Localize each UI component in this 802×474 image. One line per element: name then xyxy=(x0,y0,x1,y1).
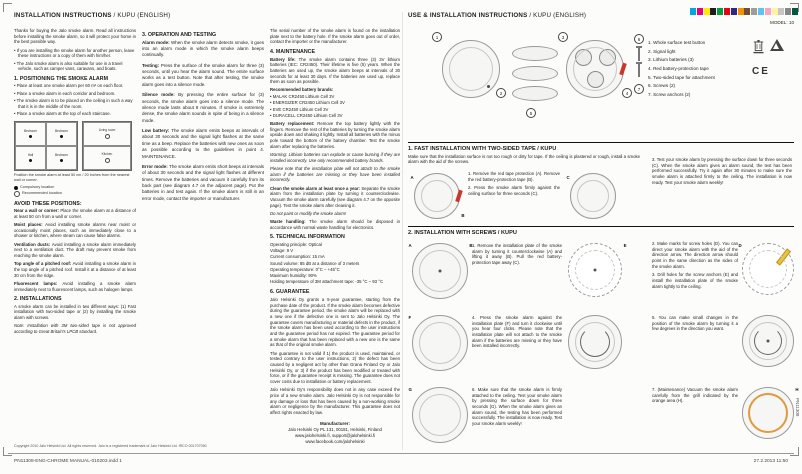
screw-step-4: 4. Press the smoke alarm against the installation plate (F) and turn it clockwise until you hear four clicks. Please note that the installation plate will not attach to the smoke alarm if the batteries are missing or they have been installed incorrectly. xyxy=(472,315,562,349)
battery-icon xyxy=(599,49,616,66)
lead-label: Silence mode: xyxy=(142,92,179,98)
marking-figure xyxy=(738,243,794,295)
battery-brand: • DURACELL CR2450 Lithium Cell 3V xyxy=(270,113,400,119)
parts-list-item: 1. Whole surface test button xyxy=(648,40,706,45)
avoid-paragraph: Moist places: Avoid installing smoke alarms near moist or occasionally moist places, such as immediately close to a shower or kitchen, where steam can cause false alarms. xyxy=(14,222,136,239)
section-1-heading: 1. POSITIONING THE SMOKE ALARM xyxy=(14,75,108,82)
parts-list-item: 4. Red battery-protection tape xyxy=(648,65,709,71)
maintenance-paragraph: Battery replacement: Remove the top battery lightly with the fingers. Remove the rest of the batteries by turning the smoke alarm upside down and shaking it lightly. Install all batteries with the minus pole toward the bottom of the battery chamber. Test the smoke alarm after replacing the batteries. xyxy=(270,121,400,149)
tape-section-heading: 1. FAST INSTALLATION WITH TWO-SIDED TAPE / KUPU xyxy=(408,145,557,152)
screw-step-7-block xyxy=(652,387,738,407)
guarantee-paragraphs xyxy=(270,297,400,416)
maintenance-paragraphs-1 xyxy=(270,57,400,85)
page-title-right-rest: / KUPU (ENGLISH) xyxy=(527,12,587,19)
screw-step-2: 2. Make marks for screw holes (D). You can direct your smoke alarm with the aid of the direction arrow. The direction arrow should point in the same direction as the sides of the smoke alarm. xyxy=(652,241,738,269)
callout-6: 6 xyxy=(634,34,644,44)
screw-step-3: 3. Drill holes for the screw anchors (E) and install the installation plate of the smoke alarm tightly to the ceiling. xyxy=(652,272,738,289)
room-cell: Hall xyxy=(15,146,46,170)
crop-mark xyxy=(3,447,12,456)
battery-brand: • EVE CR2450 Lithium Cell 3V xyxy=(270,107,400,113)
legend-item: Recommended location xyxy=(14,191,136,197)
page-title-right-strong: USE & INSTALLATION INSTRUCTIONS xyxy=(408,12,528,19)
copyright-line: Copyright 2010 Jalo Helsinki Ltd. All rights reserved. Jalo is a registered trademark of Jalo Helsinki Ltd. IRCO 001707050 xyxy=(14,444,207,448)
callout-1: 1 xyxy=(432,32,442,42)
plate-removal-figure xyxy=(408,243,473,299)
room-cell: Living room xyxy=(83,122,131,146)
avoid-paragraph: Top angle of a pitched roof: Avoid installing a smoke alarm in the top angle of a pitched roof. Install it at a distance of at least 30 cm from the ridge. xyxy=(14,261,137,278)
lead-label: Clean the smoke alarm at least once a year: xyxy=(270,185,362,191)
lead-label: Top angle of a pitched roof: xyxy=(14,261,73,267)
section-4-heading: 4. MAINTENANCE xyxy=(270,49,316,56)
lead-label: Waste handling: xyxy=(270,219,310,225)
alarm-back-view-figure xyxy=(566,40,624,98)
positioning-bullet: • Place a smoke alarm at the top of each staircase. xyxy=(14,111,136,117)
callout-7: 7 xyxy=(634,84,644,94)
alarm-side-view-figure xyxy=(512,46,558,106)
alarm-base-ellipse xyxy=(512,66,558,81)
column-2 xyxy=(142,28,264,206)
figure-letter-c: C xyxy=(566,175,570,180)
battery-icon xyxy=(587,71,604,88)
screw-steps-2-3-block xyxy=(652,241,738,292)
positioning-bullets xyxy=(14,83,136,116)
alarm-top-view-figure xyxy=(442,40,500,98)
operation-paragraph: Low battery: The smoke alarm emits beeps at intervals of about 30 seconds and the signal light flashes at the same time as a beep. Replace the batteries with new ones as soon as possible according to the guidelines in point 4. MAINTENANCE. xyxy=(142,128,264,159)
figure-letter-a2: A xyxy=(408,243,412,248)
spec-line: Operating temperature: 0°C – +45°C xyxy=(270,266,340,272)
parts-list-item: 2. Signal light xyxy=(648,48,676,54)
positioning-bullet: • Place a smoke alarm in each corridor and bedroom. xyxy=(14,91,136,97)
operation-paragraph: Silence mode: By pressing the entire surface for (3) seconds, the smoke alarm goes into a silence mode. The silence mode lasts about 8 minutes. If smoke is extremely dense, the smoke alarm sounds in spite of being in a silence mode. xyxy=(142,92,264,123)
pencil-icon xyxy=(776,248,791,265)
screw-step-5-block xyxy=(652,315,738,335)
room-cell: Bedroom xyxy=(46,122,77,146)
lead-label: Battery replacement: xyxy=(270,121,318,127)
battery-protection-tape xyxy=(619,63,627,76)
battery-brand-list xyxy=(270,94,400,119)
adjust-arrow xyxy=(754,327,782,355)
crop-mark xyxy=(3,3,12,12)
side-code: PN11308 xyxy=(795,398,800,417)
technical-specs xyxy=(270,242,400,286)
spec-line: Voltage: 9 V xyxy=(270,248,294,254)
tape-step-1: 1. Remove the red tape protection (A). Remove the red battery-protection tape (B). xyxy=(468,171,560,182)
figure-letter-e: E xyxy=(623,243,627,248)
avoid-heading: AVOID THESE POSITIONS: xyxy=(14,200,82,207)
room-cell: Bedroom xyxy=(15,122,46,146)
operation-paragraphs xyxy=(142,40,264,203)
section-3-heading: 3. OPERATION AND TESTING xyxy=(142,32,217,38)
maintenance-paragraph: Waste handling: The smoke alarm should be disposed in accordance with normal waste handling for electronics. xyxy=(270,219,401,230)
tape-section-intro: Make sure that the installation surface is not too rough or dirty for tape. If the ceiling is plastered or rough, install a smoke alarm with the aid of the screws. xyxy=(408,153,640,165)
parts-list-item: 7. Screw anchors (2) xyxy=(648,91,691,97)
section-6-heading: 6. GUARANTEE xyxy=(270,289,310,296)
screw-step-6-block xyxy=(472,387,562,430)
adjust-figure xyxy=(742,315,794,367)
manufacturer-block xyxy=(270,421,400,445)
screws-figure xyxy=(632,48,646,80)
drill-hole xyxy=(594,269,597,272)
page-fold-line xyxy=(402,12,403,450)
maintenance-paragraph: Do not paint or modify the smoke alarm! xyxy=(270,210,347,216)
screw-step-7: 7. (Maintenance) Vacuum the smoke alarm carefully from the grill indicated by the orange area (H). xyxy=(652,387,738,404)
center-hole xyxy=(439,270,442,273)
maintenance-paragraph: Please note that the installation plate will not attach to the smoke alarm if the batteries are missing or they have been installed incorrectly. xyxy=(270,165,400,183)
screw-step-1-block xyxy=(472,243,562,269)
footer-filename: PN11308-ENG-CHROME MANUAL-010203.indd 1 xyxy=(14,459,122,464)
alarm-body xyxy=(442,40,500,98)
maintenance-paragraph: Clean the smoke alarm at least once a year: Separate the smoke alarm from the installation plate by turning it counterclockwise. Vacuum the smoke alarm carefully (see diagram 4.7 on the opposite page). Test the smoke alarm after cleaning it. xyxy=(270,185,400,208)
floor-plans xyxy=(14,121,136,171)
avoid-paragraph: Near a wall or corner: Place the smoke alarm at a distance of at least 50 cm from a wall or corner. xyxy=(14,208,136,219)
maintenance-paragraphs-2 xyxy=(270,121,400,230)
screw-icon xyxy=(638,48,640,61)
screw-step-4-block xyxy=(472,315,562,352)
manufacturer-title: Manufacturer: xyxy=(319,420,350,426)
battery-brand: • ENERGIZER CR2450 Lithium Cell 3V xyxy=(270,100,400,106)
ce-mark: CE xyxy=(752,66,770,77)
parts-list-item: 6. Screws (2) xyxy=(648,83,676,89)
center-dot xyxy=(767,340,770,343)
maintenance-paragraph: Warning: Lithium batteries can explode or cause burning if they are installed incorrectly. Use only recommended battery brands. xyxy=(270,151,400,163)
figure-letter-b: B xyxy=(461,212,465,218)
parts-list xyxy=(648,40,748,100)
lead-label: Fluorescent lamps: xyxy=(14,280,63,286)
diagram-caption: Position the smoke alarm at least 50 cm / 20 inches from the nearest wall or corner. xyxy=(14,173,130,182)
figure-letter-d: D xyxy=(738,243,742,248)
weee-bin-icon xyxy=(752,38,765,59)
intro-bullets xyxy=(14,48,136,72)
brands-title: Recommended battery brands: xyxy=(270,87,334,93)
spec-line: Current consumption: 15 mA xyxy=(270,254,325,260)
footer-timestamp: 27.2.2013 11:50 xyxy=(753,459,788,464)
screw-anchor-icon xyxy=(638,64,640,77)
figure-letter-a: A xyxy=(410,175,414,180)
intro-bullet: • If you are installing the smoke alarm for another person, leave these instructions or a copy of them with him/her. xyxy=(14,48,136,59)
callout-2: 2 xyxy=(496,88,506,98)
lead-label: Moist places: xyxy=(14,222,46,227)
installations-paragraph: A smoke alarm can be installed in two different ways: (1) Fast installation with two-sided tape or (2) by installing the smoke alarm with screws. xyxy=(14,303,136,321)
recycle-icon xyxy=(770,39,784,51)
footer-divider xyxy=(8,453,794,454)
attach-figure xyxy=(408,315,468,371)
avoid-paragraph: Ventilation ducts: Avoid installing a smoke alarm immediately next to a ventilation duct. The draft may prevent smoke from reaching the smoke alarm. xyxy=(14,241,136,258)
maintenance-paragraph: Battery life: The smoke alarm contains three (3) 3V lithium batteries (IEC: CR2450). Their lifetime is five (5) years. When the batteries are used up, the smoke alarm beeps at intervals of 30 seconds for at least 30 days. If the batteries are used up, replace them as soon as possible. xyxy=(270,56,400,85)
avoid-paragraphs xyxy=(14,208,136,292)
callout-3: 3 xyxy=(558,32,568,42)
section-5-heading: 5. TECHNICAL INFORMATION xyxy=(270,234,345,241)
tape-steps-1-2 xyxy=(468,171,560,200)
guarantee-paragraph: Jalo Helsinki Oy grants a 5-year guarantee, starting from the purchase date of the product. If the smoke alarm becomes defective during the guarantee period, the smoke alarm will be replaced with a new one if the defective one is sent to Jalo Helsinki Oy. The guarantee covers manufacturing or material defects in the product, if the smoke alarm has been used according to the user instructions and the guarantee period has not expired. The guarantee period for a smoke alarm that has been replaced with a new one is the same as that of the original smoke alarm. xyxy=(270,296,400,348)
press-figure xyxy=(566,173,616,219)
figure-letter-h: H xyxy=(795,387,799,392)
column-1 xyxy=(14,28,136,337)
tape-step-3: 3. Test your smoke alarm by pressing the surface down for three seconds (C). When the smoke alarm gives an alarm sound, the test has been performed successfully. Try it again after 30 minutes to make sure the smoke alarm is attached firmly to the ceiling. The installation is now ready. Test your smoke alarm weekly! xyxy=(652,157,792,185)
guarantee-paragraph: Jalo Helsinki Oy's responsibility does not in any case exceed the price of a new smoke alarm. Jalo Helsinki Oy is not responsible for any damage or loss that has been caused by a non-working smoke alarm or negligence by the manufacturer. This guarantee does not affect rights enacted by law. xyxy=(270,387,400,415)
operation-paragraph: Testing: Press the surface of the smoke alarm for three (3) seconds, until you hear the alarm sound. The entire surface works as a test button. Note that after testing, the smoke alarm goes into a silence mode. xyxy=(142,62,264,87)
diagram-legend xyxy=(14,185,136,197)
signal-light-dot xyxy=(487,85,491,89)
parts-list-item: 5. Two-sided tape for attachment xyxy=(648,74,715,80)
model-label: MODEL: 10 xyxy=(770,20,794,25)
screw-section-heading: 2. INSTALLATION WITH SCREWS / KUPU xyxy=(408,229,517,236)
intro-paragraph: Thanks for buying the Jalo smoke alarm. Read all instructions before installing the smoke alarm, so it will protect your home in the best possible way. xyxy=(14,28,136,45)
positioning-bullet: • Place at least one smoke alarm per 60 m² on each floor. xyxy=(14,83,136,89)
spec-line: Maximum humidity: 90% xyxy=(270,273,317,278)
lead-label: Error mode: xyxy=(142,163,170,169)
alarm-back xyxy=(566,40,624,98)
drill-figure xyxy=(568,243,627,297)
lead-label: Ventilation ducts: xyxy=(14,241,52,247)
manufacturer-lines xyxy=(270,427,400,445)
screw-step-1: 1. Remove the installation plate of the smoke alarm by turning it counterclockwise (A) and lifting it away (B). Pull the red battery-protection tape away (C). xyxy=(472,243,562,266)
tape-figure xyxy=(410,173,465,219)
test-figure xyxy=(408,387,468,443)
figure-letter-b2: B xyxy=(469,243,473,248)
serial-paragraph: The serial number of the smoke alarm is found on the installation plate next to the battery hole. If the smoke alarm goes out of order, contact the importer or the manufacturer. xyxy=(270,28,400,45)
positioning-bullet: • The smoke alarm is to be placed on the ceiling in such a way that it is in the middle of the room. xyxy=(14,98,136,109)
figure-letter-g: G xyxy=(408,387,412,392)
avoid-paragraph: Fluorescent lamps: Avoid installing a smoke alarm immediately next to fluorescent lamps, such as halogen lamps. xyxy=(14,280,136,292)
operation-paragraph: Alarm mode: When the smoke alarm detects smoke, it goes into an alarm mode in which the smoke alarm beeps continually. xyxy=(142,39,264,58)
tape-step-3-block xyxy=(652,157,792,188)
section-2-heading: 2. INSTALLATIONS xyxy=(14,296,62,303)
click-figure xyxy=(568,315,622,369)
lead-label: Low battery: xyxy=(142,128,172,133)
manufacturer-line: Jalo Helsinki Oy PL 131, 00181, Helsinki, Finland xyxy=(288,426,382,432)
column-3 xyxy=(270,28,400,445)
floor-plan-upper xyxy=(14,121,78,171)
installations-note: Note: Installation with 3M two-sided tape is not approved according to Great Britain's LPCB standard. xyxy=(14,323,136,334)
callout-5: 5 xyxy=(526,108,536,118)
lead-label: Battery life: xyxy=(270,56,299,62)
spec-line: Sound volume: 85 dB at a distance of 3 meters xyxy=(270,260,360,266)
intro-bullet: • The Jalo smoke alarm is also suitable for use in a travel vehicle, such as camper vans, caravans, and boats. xyxy=(14,61,136,72)
parts-list-item: 3. Lithium batteries (3) xyxy=(648,57,694,63)
certification-marks xyxy=(752,38,794,77)
lead-label: Near a wall or corner: xyxy=(14,208,61,214)
page-title-left-rest: / KUPU (ENGLISH) xyxy=(111,12,171,19)
page-title-left xyxy=(14,12,400,19)
operation-paragraph: Error mode: The smoke alarm emits short beeps at intervals of about 30 seconds and the signal light flashes at different times. Remove the batteries and vacuum it carefully from its back part (see diagram 4.7 on the adjacent page). Put the batteries in and test again. If the smoke alarm is still in an error mode, contact the importer or manufacturer. xyxy=(142,163,264,201)
battery-brand: • MALAK CR2450 Lithium Cell 3V xyxy=(270,94,400,100)
room-cell: Kitchen xyxy=(83,146,131,170)
manufacturer-line: www.jalohelsinki.fi, support@jalohelsinki.fi xyxy=(294,432,376,438)
tape-installation-section xyxy=(408,142,794,228)
page-title-left-strong: INSTALLATION INSTRUCTIONS xyxy=(14,12,112,19)
page-left xyxy=(14,12,400,450)
guarantee-paragraph: The guarantee is not valid if 1) the product is used, maintained, or tested contrary to the user instructions, 2) the defect has been caused by a negligent act by other than Grana Finland Oy or Jalo Helsinki Oy, or 3) if the product has been modified or treated with force, or if the guarantee receipt is missing. The guarantee does not cover costs due to installation or battery replacement. xyxy=(270,350,400,384)
room-cell: Bedroom xyxy=(46,146,77,170)
battery-icon xyxy=(575,49,592,66)
tape-step-2: 2. Press the smoke alarm firmly against the ceiling surface for three seconds (C). xyxy=(468,185,560,197)
legend-item: Compulsory location xyxy=(14,185,136,191)
lead-label: Testing: xyxy=(142,62,161,68)
turn-arrow xyxy=(580,327,610,357)
lead-label: Alarm mode: xyxy=(142,39,171,45)
figure-letter-f: F xyxy=(408,315,412,320)
screw-step-5: 5. You can make small changes in the position of the smoke alarm by turning it a few degrees in the direction you want. xyxy=(652,315,738,332)
spec-line: Holding temperature of 3M attachment tape: -35 °C – 93 °C xyxy=(270,279,384,285)
page-title-right xyxy=(408,12,794,19)
manufacturer-line: www.facebook.com/jalohelsinki xyxy=(305,438,365,444)
mounting-plate-ellipse xyxy=(512,86,558,101)
placement-diagram xyxy=(14,121,136,197)
alarm-cover-ellipse xyxy=(512,46,558,61)
red-tape-tab xyxy=(455,190,463,203)
screw-step-6: 6. Make sure that the smoke alarm is firmly attached to the ceiling. Test your smoke alarm by pressing the surface down for three seconds (G). When the smoke alarm gives an alarm sound, the testing has been performed successfully. The installation is now ready. Test your smoke alarm weekly! xyxy=(472,387,562,427)
callout-4: 4 xyxy=(622,88,632,98)
spec-line: Operating principle: Optical xyxy=(270,241,322,247)
floor-plan-lower xyxy=(82,121,132,171)
